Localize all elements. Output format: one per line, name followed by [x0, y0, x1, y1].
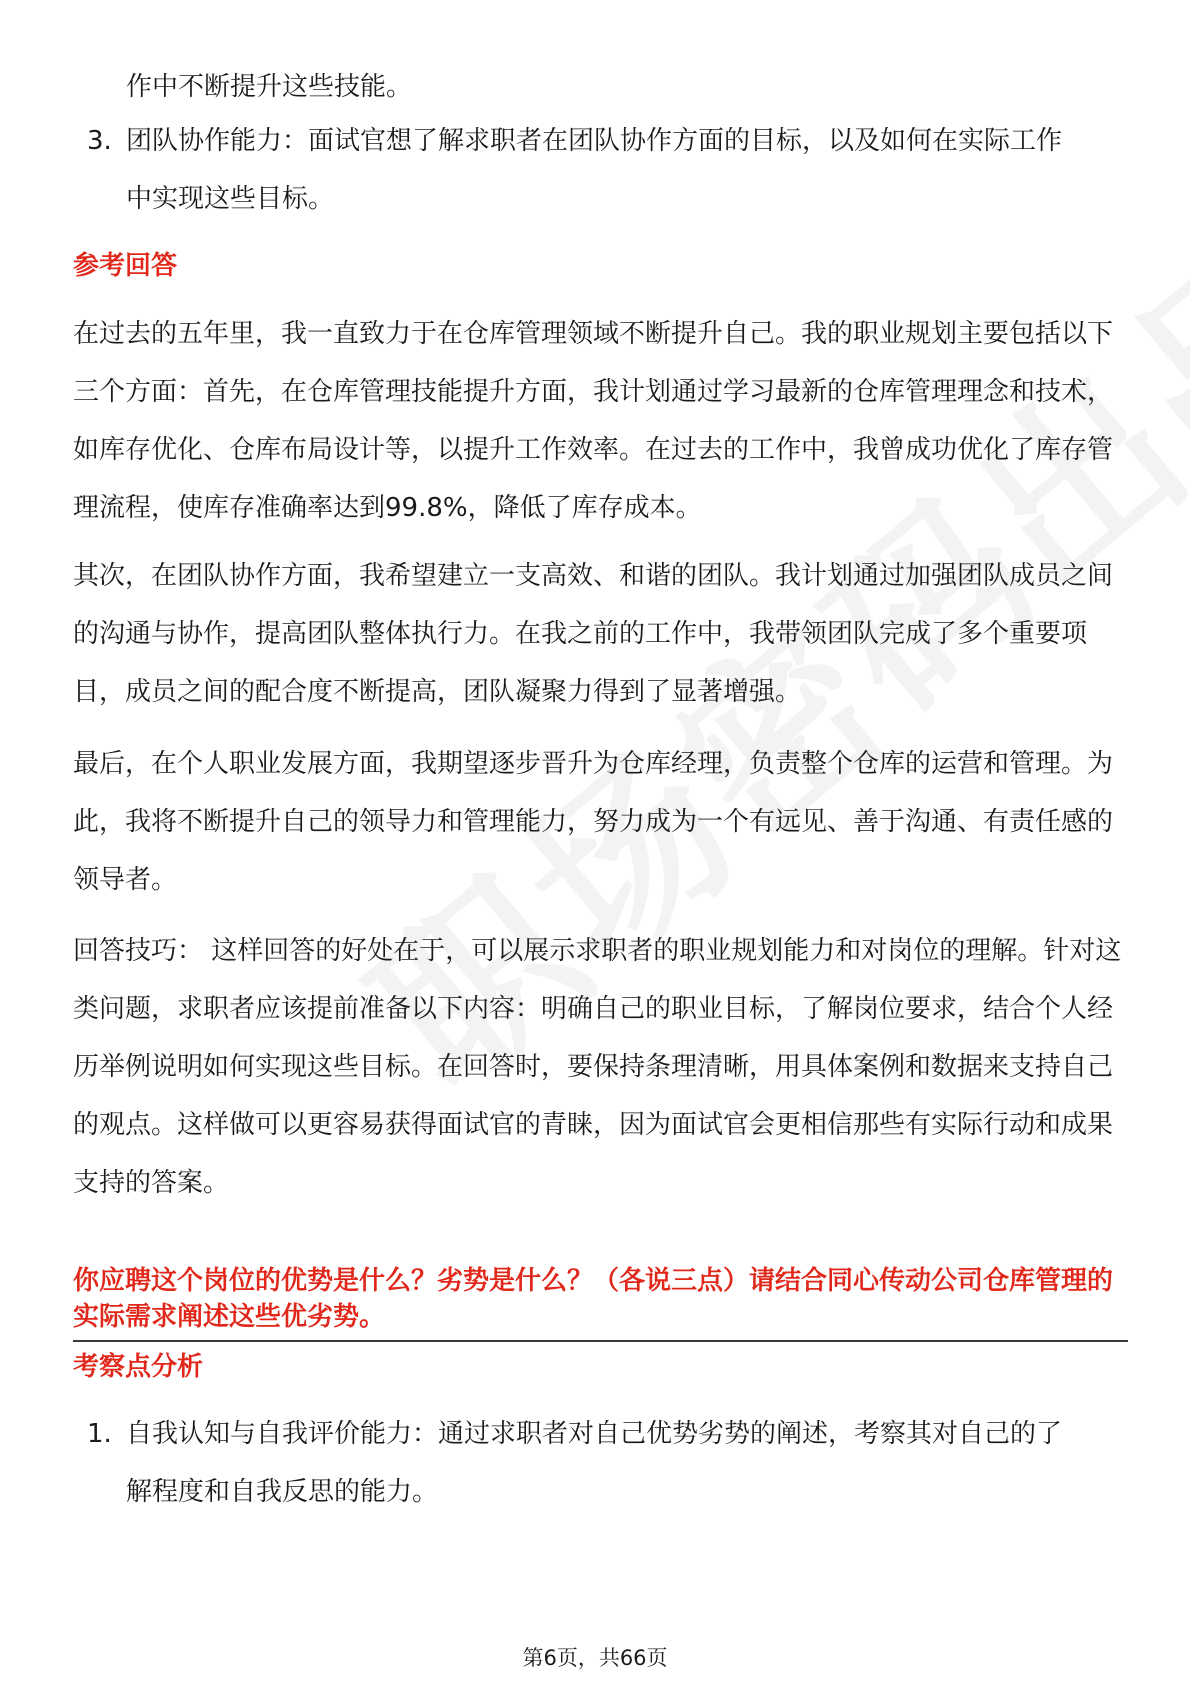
analysis-item-text: 自我认知与自我评价能力：通过求职者对自己优势劣势的阐述，考察其对自己的了解程度和自我反思的能力。: [126, 1419, 1063, 1507]
analysis-heading: 考察点分析: [73, 1352, 204, 1382]
answer-heading: 参考回答: [73, 251, 178, 281]
continuation-text: 作中不断提升这些技能。: [126, 72, 413, 102]
section-divider: [73, 1340, 1128, 1342]
list-item-text: 团队协作能力：面试官想了解求职者在团队协作方面的目标，以及如何在实际工作中实现这些目标。: [126, 126, 1063, 214]
list-number: 3.: [87, 126, 112, 156]
answer-tips-paragraph: 回答技巧： 这样回答的好处在于，可以展示求职者的职业规划能力和对岗位的理解。针对这类问题，求职者应该提前准备以下内容：明确自己的职业目标，了解岗位要求，结合个人经历举例说明如何实现这些目标。在回答时，要保持条理清晰，用具体案例和数据来支持自己的观点。这样做可以更容易获得面试官的青睐，因为面试官会更相信那些有实际行动和成果支持的答案。: [73, 936, 1122, 1198]
answer-paragraph-2: 其次，在团队协作方面，我希望建立一支高效、和谐的团队。我计划通过加强团队成员之间的沟通与协作，提高团队整体执行力。在我之前的工作中，我带领团队完成了多个重要项目，成员之间的配合度不断提高，团队凝聚力得到了显著增强。: [73, 561, 1114, 707]
answer-paragraph-3: 最后，在个人职业发展方面，我期望逐步晋升为仓库经理，负责整个仓库的运营和管理。为此，我将不断提升自己的领导力和管理能力，努力成为一个有远见、善于沟通、有责任感的领导者。: [73, 749, 1114, 895]
list-number: 1.: [87, 1419, 112, 1449]
answer-paragraph-1: 在过去的五年里，我一直致力于在仓库管理领域不断提升自己。我的职业规划主要包括以下三个方面：首先，在仓库管理技能提升方面，我计划通过学习最新的仓库管理理念和技术，如库存优化、仓库布局设计等，以提升工作效率。在过去的工作中，我曾成功优化了库存管理流程，使库存准确率达到99.8%，降低了库存成本。: [73, 319, 1114, 523]
interview-question: 你应聘这个岗位的优势是什么？劣势是什么？（各说三点）请结合同心传动公司仓库管理的实际需求阐述这些优劣势。: [73, 1266, 1114, 1332]
list-item-3: [73, 112, 1133, 228]
page-footer: 第6页，共66页: [522, 1646, 668, 1670]
analysis-item-1: [73, 1405, 1133, 1521]
